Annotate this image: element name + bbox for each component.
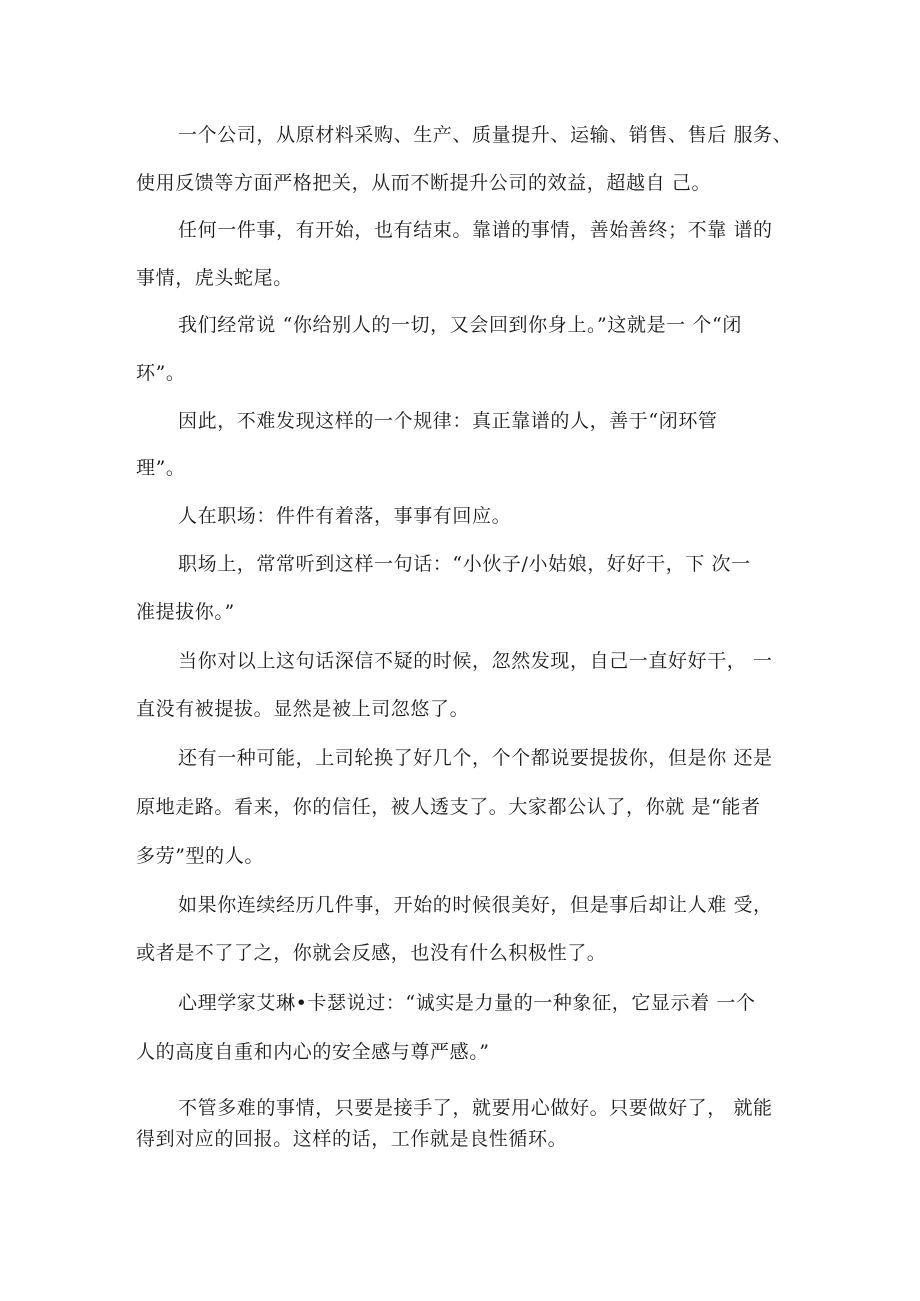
text-line-12: 当你对以上这句话深信不疑的时候，忽然发现，自己一直好好干， 一 <box>178 650 773 672</box>
text-line-8: 理”。 <box>136 457 186 479</box>
text-line-6: 环”。 <box>136 362 186 384</box>
text-line-7: 因此，不难发现这样的一个规律：真正靠谱的人，善于“闭环管 <box>178 410 718 432</box>
text-line-4: 事情，虎头蛇尾。 <box>136 267 293 289</box>
text-line-15: 原地走路。看来，你的信任，被人透支了。大家都公认了，你就 是“能者 <box>136 796 761 818</box>
text-line-9: 人在职场：件件有着落，事事有回应。 <box>178 505 512 527</box>
text-line-3: 任何一件事，有开始，也有结束。靠谱的事情，善始善终；不靠 谱的 <box>178 219 773 241</box>
text-line-21: 不管多难的事情，只要是接手了，就要用心做好。只要做好了， 就能 <box>178 1097 773 1119</box>
text-line-19: 心理学家艾琳•卡瑟说过：“诚实是力量的一种象征，它显示着 一个 <box>178 992 756 1014</box>
text-line-20: 人的高度自重和内心的安全感与尊严感。” <box>136 1041 490 1063</box>
text-line-11: 准提拔你。” <box>136 601 235 623</box>
text-line-13: 直没有被提拔。显然是被上司忽悠了。 <box>136 698 470 720</box>
text-line-16: 多劳”型的人。 <box>136 845 264 867</box>
text-line-22: 得到对应的回报。这样的话，工作就是良性循环。 <box>136 1128 568 1150</box>
text-line-1: 一个公司，从原材料采购、生产、质量提升、运输、销售、售后 服务、 <box>178 124 793 146</box>
text-line-18: 或者是不了了之，你就会反感，也没有什么积极性了。 <box>136 942 607 964</box>
text-line-10: 职场上，常常听到这样一句话：“小伙子/小姑娘，好好干，下 次一 <box>178 553 751 575</box>
text-line-14: 还有一种可能，上司轮换了好几个，个个都说要提拔你，但是你 还是 <box>178 747 773 769</box>
text-line-5: 我们经常说 “你给别人的一切，又会回到你身上。”这就是一 个“闭 <box>178 314 742 336</box>
text-line-17: 如果你连续经历几件事，开始的时候很美好，但是事后却让人难 受， <box>178 894 773 916</box>
text-line-2: 使用反馈等方面严格把关，从而不断提升公司的效益，超越自 己。 <box>136 172 712 194</box>
